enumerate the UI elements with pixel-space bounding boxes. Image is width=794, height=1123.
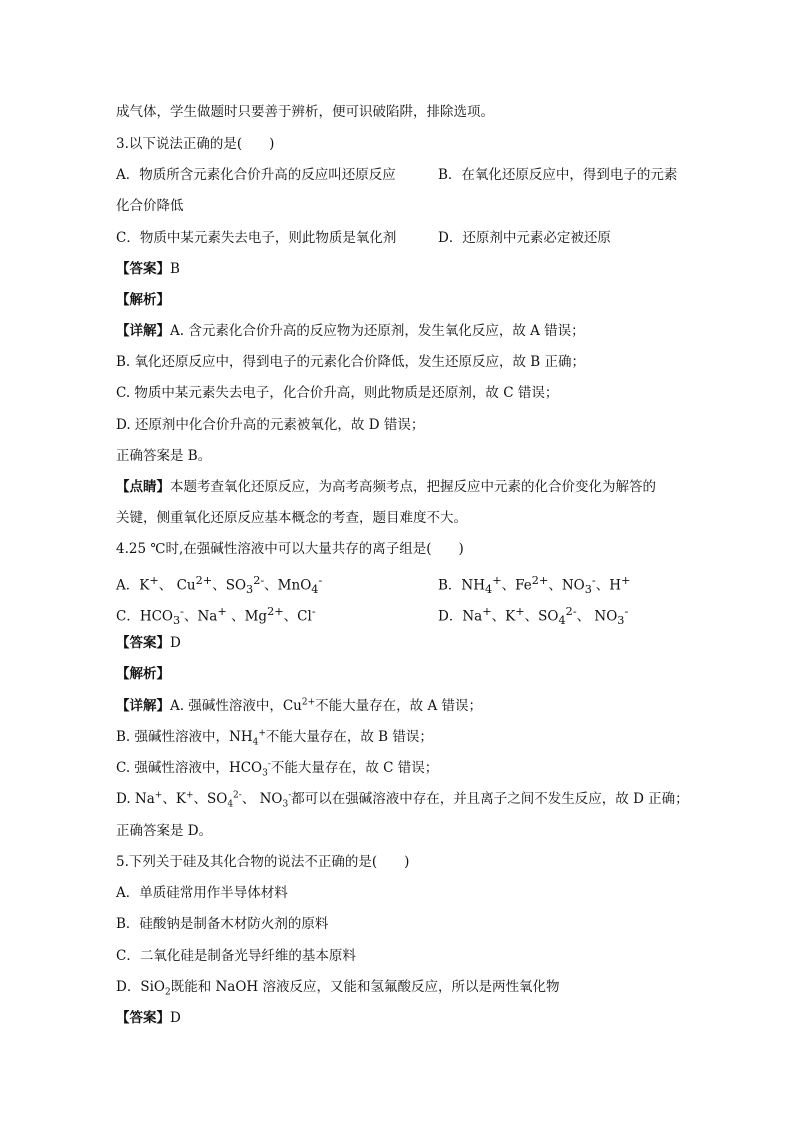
- detail-label: 【详解】: [116, 323, 170, 339]
- subscript: 2: [164, 987, 171, 998]
- q3-option-a: A．物质所含元素化合价升高的反应叫还原反应: [116, 167, 396, 183]
- detail-text: 都可以在强碱溶液中存在，并且离子之间不发生反应，故 D 正确；: [291, 791, 689, 807]
- detail-text: 不能大量存在，故 C 错误；: [270, 760, 439, 776]
- q3-detail-c: C. 物质中某元素失去电子，化合价升高，则此物质是还原剂，故 C 错误；: [116, 385, 559, 401]
- q3-detail-d: D. 还原剂中化合价升高的元素被氧化，故 D 错误；: [116, 417, 425, 433]
- q5-option-b: B．硅酸钠是制备木材防火剂的原料: [116, 916, 329, 932]
- answer-label: 【答案】: [116, 1010, 170, 1026]
- option-text: 既能和 NaOH 溶液反应，又能和氢氟酸反应，所以是两性氧化物: [170, 979, 560, 995]
- q4-answer: [116, 634, 181, 652]
- q3-stem: 3.以下说法正确的是( ): [116, 136, 275, 152]
- q3-analysis-label: 【解析】: [116, 292, 170, 308]
- q5-option-d: [116, 978, 560, 996]
- detail-text: 不能大量存在，故 B 错误；: [265, 729, 433, 745]
- comment-label: 【点睛】: [116, 479, 170, 495]
- q3-option-d: D．还原剂中元素必定被还原: [438, 230, 611, 246]
- detail-text: 不能大量存在，故 A 错误；: [315, 698, 482, 714]
- q3-conclusion: 正确答案是 B。: [116, 448, 212, 464]
- q4-analysis-label: 【解析】: [116, 666, 170, 682]
- answer-label: 【答案】: [116, 635, 170, 651]
- q4-conclusion: 正确答案是 D。: [116, 823, 213, 839]
- q3-detail-a: [116, 322, 585, 340]
- comment-text-1: 本题考查氧化还原反应，为高考高频考点，把握反应中元素的化合价变化为解答的: [170, 479, 656, 495]
- option-text: D．SiO: [116, 979, 165, 995]
- q5-option-a: A．单质硅常用作半导体材料: [116, 885, 288, 901]
- q4-option-b: B．$NH_4^+$、$Fe^{2+}$、$NO_3^-$、H+: [438, 574, 631, 597]
- answer-label: 【答案】: [116, 261, 170, 277]
- q4-stem: 4.25 ℃时,在强碱性溶液中可以大量共存的离子组是( ): [116, 541, 464, 557]
- answer-value: B: [170, 261, 180, 277]
- q5-option-c: C．二氧化硅是制备光导纤维的基本原料: [116, 948, 356, 964]
- q5-answer: [116, 1009, 181, 1027]
- q3-answer: [116, 260, 180, 278]
- q4-option-c: C．$HCO_3^-$、Na+ 、$Mg^{2+}$、Cl-: [116, 605, 316, 628]
- q4-detail-d: D. Na+、K+、$SO_4^{2-}$、 $NO_3^-$都可以在强碱溶液中存在，并且离子之间不发生反应，故 D 正确；: [116, 790, 689, 810]
- q4-detail-c: C. 强碱性溶液中，$HCO_3^-$不能大量存在，故 C 错误；: [116, 759, 439, 779]
- q2-explanation-tail: 成气体，学生做题时只要善于辨析，便可识破陷阱，排除选项。: [116, 104, 494, 120]
- detail-text: B. 强碱性溶液中，: [116, 729, 230, 745]
- q5-stem: 5.下列关于硅及其化合物的说法不正确的是( ): [116, 854, 410, 870]
- q4-option-d: D．Na+、K+、$SO_4^{2-}$、 $NO_3^-$: [438, 605, 629, 628]
- q3-option-b-continued: 化合价降低: [116, 198, 184, 214]
- detail-label: 【详解】: [116, 698, 170, 714]
- detail-text: A. 含元素化合价升高的反应物为还原剂，发生氧化反应，故 A 错误；: [170, 323, 585, 339]
- q3-detail-b: B. 氧化还原反应中，得到电子的元素化合价降低，发生还原反应，故 B 正确；: [116, 354, 586, 370]
- q3-option-c: C．物质中某元素失去电子，则此物质是氧化剂: [116, 230, 397, 246]
- detail-text: A. 强碱性溶液中，: [170, 698, 283, 714]
- answer-value: D: [170, 635, 181, 651]
- q4-detail-b: B. 强碱性溶液中，$NH_4^+$不能大量存在，故 B 错误；: [116, 728, 433, 748]
- q4-detail-a: 【详解】A. 强碱性溶液中，$Cu^{2+}$不能大量存在，故 A 错误；: [116, 697, 482, 714]
- q3-comment: [116, 478, 656, 496]
- q3-option-b: B．在氧化还原反应中，得到电子的元素: [438, 167, 678, 183]
- q4-option-a: A．K+、 $Cu^{2+}$、$SO_3^{2-}$、MnO$_4$-: [116, 574, 323, 597]
- q3-comment-continued: 关键，侧重氧化还原反应基本概念的考查，题目难度不大。: [116, 510, 467, 526]
- answer-value: D: [170, 1010, 181, 1026]
- detail-text: C. 强碱性溶液中，: [116, 760, 229, 776]
